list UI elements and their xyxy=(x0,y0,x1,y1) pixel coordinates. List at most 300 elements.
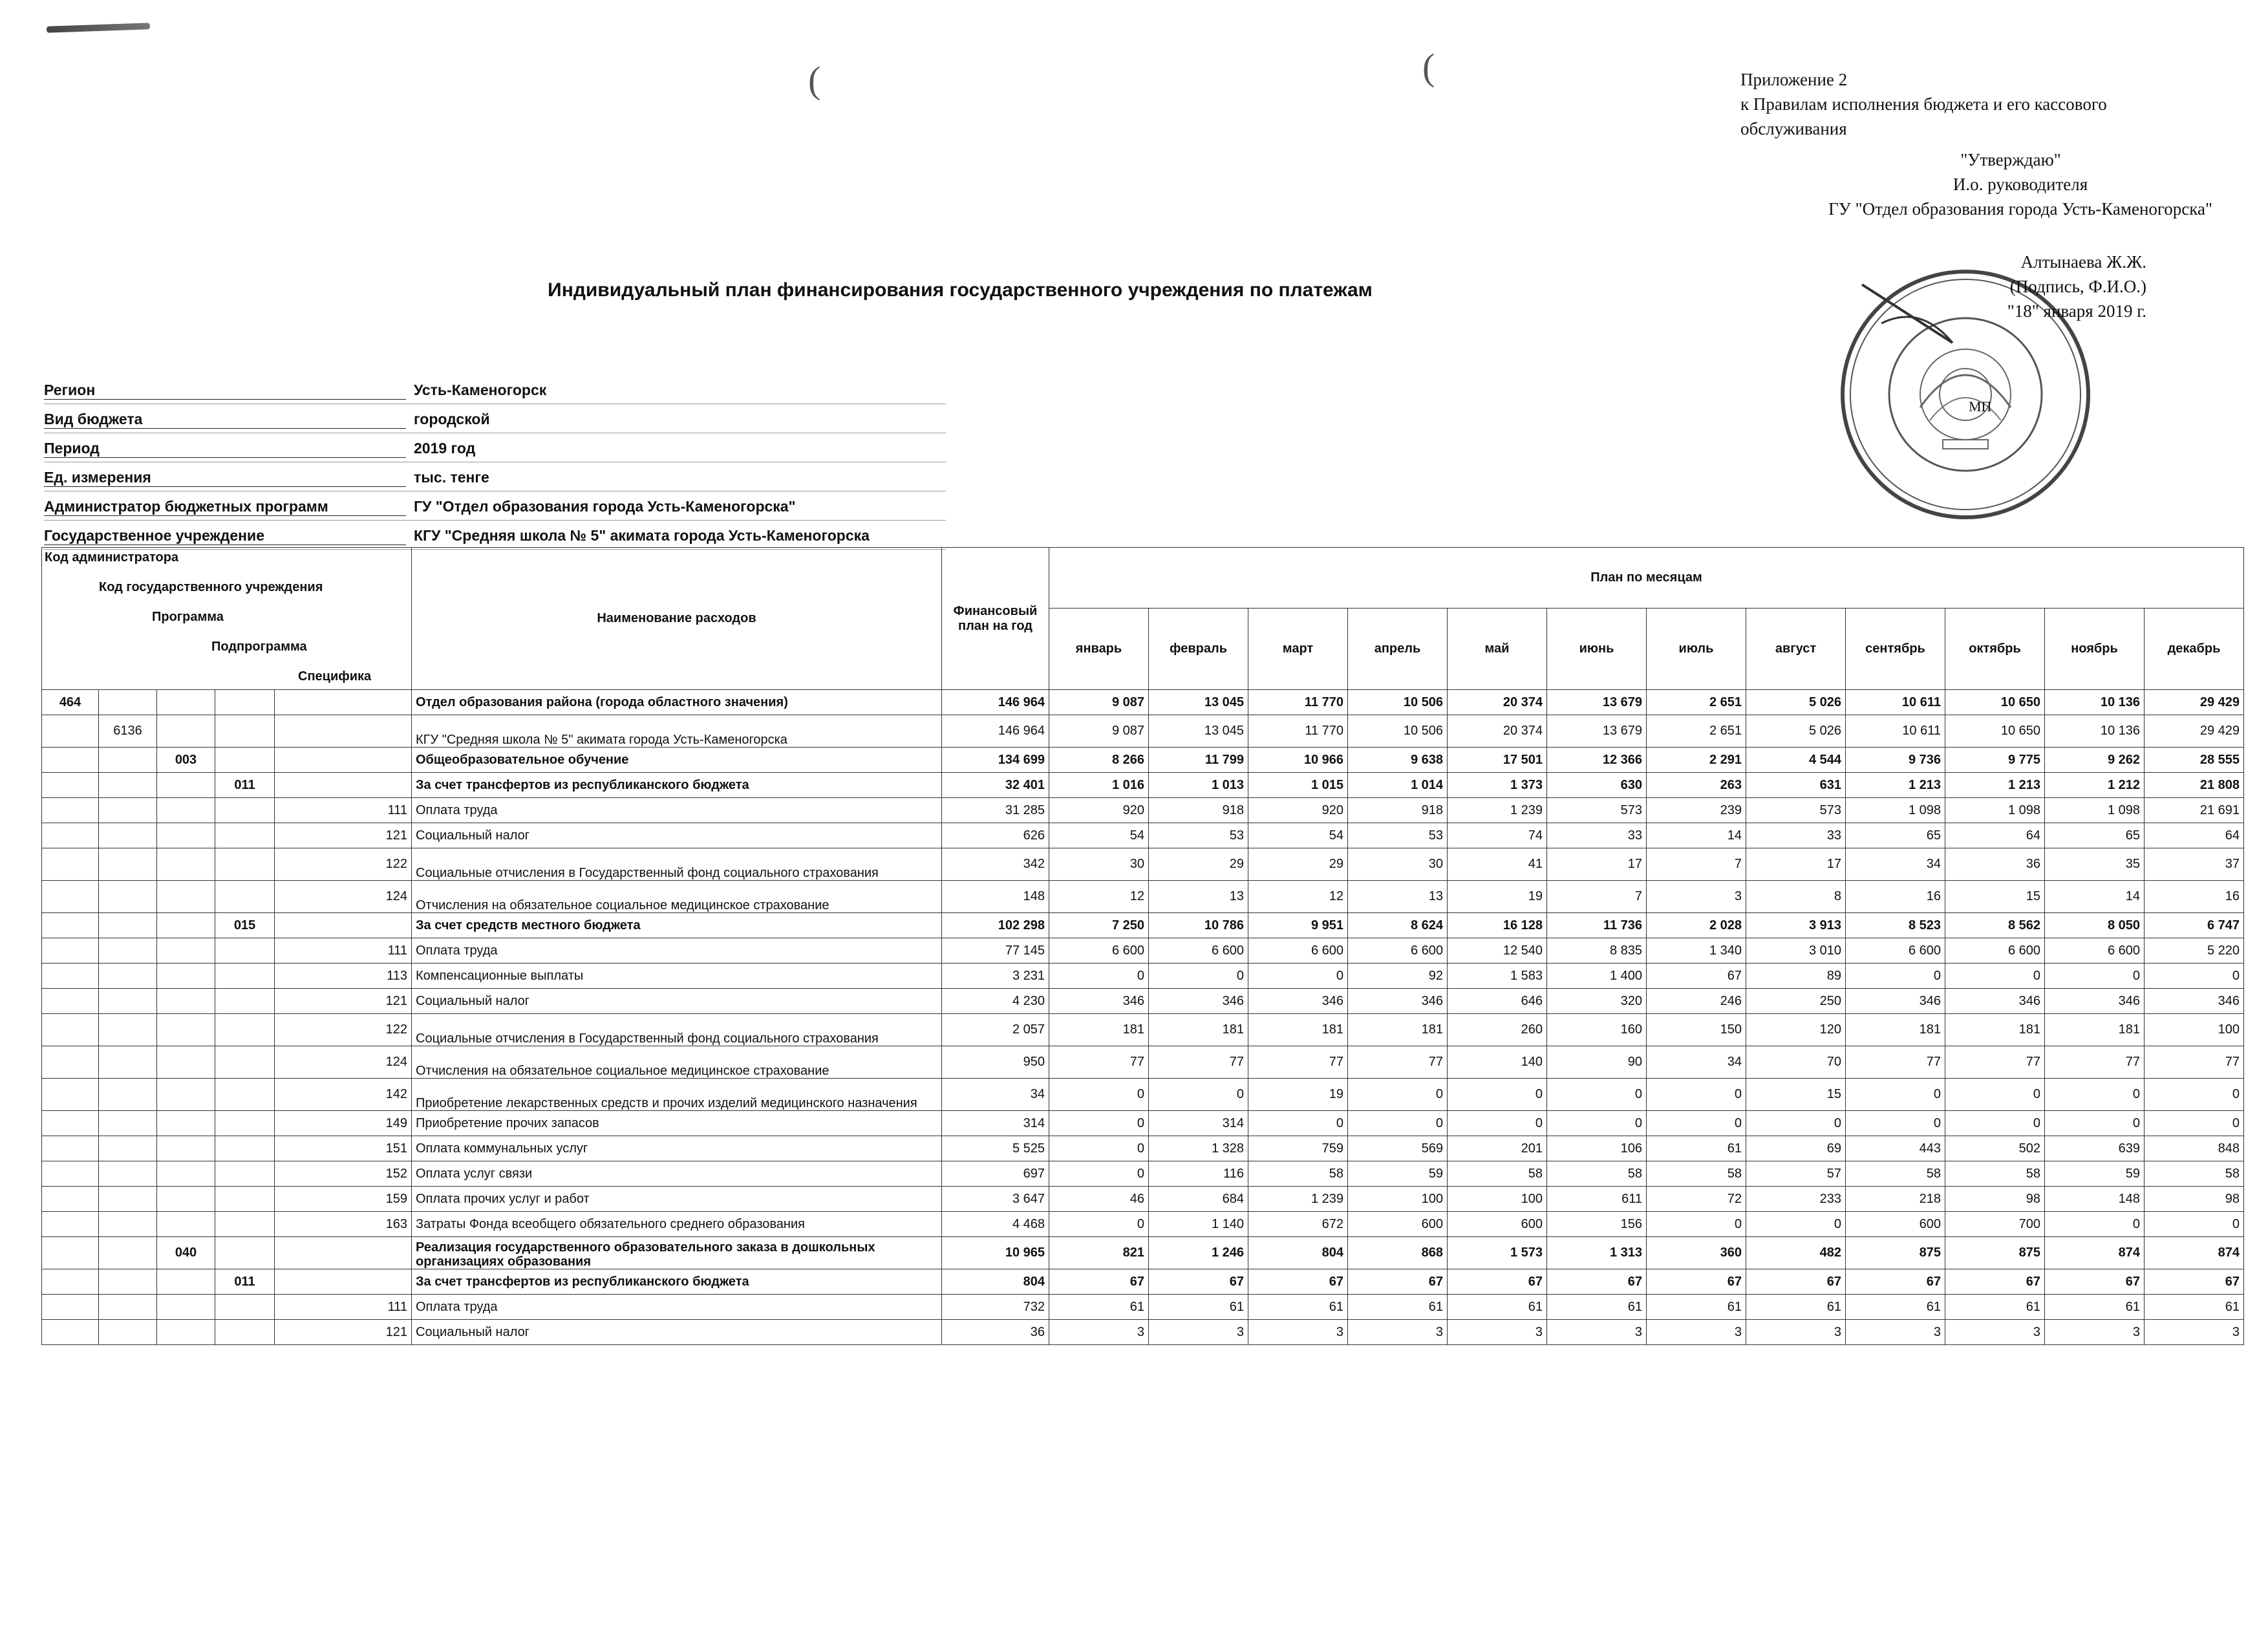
scan-artifact-mark xyxy=(47,23,150,33)
month-value-cell: 0 xyxy=(1448,1079,1547,1111)
month-value-cell: 611 xyxy=(1547,1187,1647,1212)
month-value-cell: 804 xyxy=(1248,1237,1348,1269)
month-value-cell: 34 xyxy=(1647,1046,1746,1079)
month-value-cell: 1 573 xyxy=(1448,1237,1547,1269)
month-value-cell: 346 xyxy=(1348,989,1448,1014)
month-value-cell: 260 xyxy=(1448,1014,1547,1046)
table-row xyxy=(42,1212,2244,1237)
subprogram-code-cell xyxy=(215,1237,275,1269)
specific-code-cell xyxy=(275,1237,412,1269)
appendix-note xyxy=(1740,67,2219,141)
month-header: апрель xyxy=(1348,609,1448,690)
month-value-cell: 77 xyxy=(1348,1046,1448,1079)
month-value-cell: 9 736 xyxy=(1846,748,1945,773)
specific-code-cell: 121 xyxy=(275,1320,412,1345)
subprogram-code-cell xyxy=(215,1014,275,1046)
month-value-cell: 54 xyxy=(1248,823,1348,848)
month-value-cell: 61 xyxy=(2045,1295,2145,1320)
institution-code-cell xyxy=(99,1187,157,1212)
month-header: март xyxy=(1248,609,1348,690)
month-value-cell: 58 xyxy=(1945,1161,2045,1187)
annual-plan-cell: 4 230 xyxy=(942,989,1049,1014)
meta-value: 2019 год xyxy=(414,440,476,457)
subprogram-code-cell: 011 xyxy=(215,773,275,798)
program-code-cell xyxy=(157,823,215,848)
month-value-cell: 16 128 xyxy=(1448,913,1547,938)
month-value-cell: 218 xyxy=(1846,1187,1945,1212)
month-value-cell: 482 xyxy=(1746,1237,1846,1269)
annual-plan-cell: 5 525 xyxy=(942,1136,1049,1161)
month-value-cell: 181 xyxy=(1945,1014,2045,1046)
month-value-cell: 6 600 xyxy=(1945,938,2045,964)
month-value-cell: 0 xyxy=(1248,964,1348,989)
month-value-cell: 3 xyxy=(1647,1320,1746,1345)
code-header-program: Программа xyxy=(152,610,224,624)
institution-code-cell xyxy=(99,881,157,913)
month-value-cell: 21 808 xyxy=(2145,773,2244,798)
table-row xyxy=(42,715,2244,748)
month-value-cell: 0 xyxy=(2045,964,2145,989)
month-value-cell: 10 650 xyxy=(1945,715,2045,748)
expense-name-cell: Социальные отчисления в Государственный фонд социального страхования xyxy=(412,848,942,881)
month-value-cell: 700 xyxy=(1945,1212,2045,1237)
month-value-cell: 15 xyxy=(1746,1079,1846,1111)
institution-code-cell xyxy=(99,1014,157,1046)
month-value-cell: 573 xyxy=(1746,798,1846,823)
month-value-cell: 19 xyxy=(1248,1079,1348,1111)
month-value-cell: 8 835 xyxy=(1547,938,1647,964)
expense-name-cell: Оплата услуг связи xyxy=(412,1161,942,1187)
institution-code-cell xyxy=(99,1269,157,1295)
expense-name-cell: Оплата труда xyxy=(412,798,942,823)
specific-code-cell: 152 xyxy=(275,1161,412,1187)
month-value-cell: 17 xyxy=(1746,848,1846,881)
meta-row xyxy=(44,491,946,521)
month-value-cell: 77 xyxy=(2145,1046,2244,1079)
program-code-cell xyxy=(157,1161,215,1187)
meta-label: Ед. измерения xyxy=(44,469,406,487)
month-value-cell: 8 523 xyxy=(1846,913,1945,938)
meta-label: Вид бюджета xyxy=(44,411,406,429)
month-value-cell: 90 xyxy=(1547,1046,1647,1079)
month-value-cell: 20 374 xyxy=(1448,715,1547,748)
specific-code-cell: 111 xyxy=(275,938,412,964)
institution-code-cell: 6136 xyxy=(99,715,157,748)
expense-name-cell: За счет средств местного бюджета xyxy=(412,913,942,938)
month-value-cell: 61 xyxy=(1746,1295,1846,1320)
month-value-cell: 29 429 xyxy=(2145,715,2244,748)
document-title: Индивидуальный план финансирования государственного учреждения по платежам xyxy=(548,279,1373,301)
month-value-cell: 920 xyxy=(1049,798,1149,823)
month-header: июль xyxy=(1647,609,1746,690)
appendix-line: обслуживания xyxy=(1740,119,1847,138)
month-value-cell: 1 340 xyxy=(1647,938,1746,964)
expense-name-cell: Отчисления на обязательное социальное медицинское страхование xyxy=(412,881,942,913)
month-value-cell: 3 xyxy=(1348,1320,1448,1345)
month-value-cell: 2 028 xyxy=(1647,913,1746,938)
month-value-cell: 7 xyxy=(1647,848,1746,881)
month-value-cell: 65 xyxy=(1846,823,1945,848)
month-value-cell: 6 600 xyxy=(1348,938,1448,964)
program-code-cell xyxy=(157,1046,215,1079)
annual-plan-cell: 32 401 xyxy=(942,773,1049,798)
annual-header: Финансовый план на год xyxy=(942,548,1049,690)
administrator-code-cell xyxy=(42,1187,99,1212)
month-value-cell: 2 291 xyxy=(1647,748,1746,773)
specific-code-cell: 121 xyxy=(275,989,412,1014)
month-value-cell: 106 xyxy=(1547,1136,1647,1161)
month-value-cell: 57 xyxy=(1746,1161,1846,1187)
month-value-cell: 181 xyxy=(1348,1014,1448,1046)
month-value-cell: 148 xyxy=(2045,1187,2145,1212)
month-value-cell: 3 xyxy=(1746,1320,1846,1345)
expense-name-cell: Приобретение прочих запасов xyxy=(412,1111,942,1136)
month-value-cell: 821 xyxy=(1049,1237,1149,1269)
institution-code-cell xyxy=(99,798,157,823)
month-value-cell: 17 xyxy=(1547,848,1647,881)
month-value-cell: 9 951 xyxy=(1248,913,1348,938)
month-value-cell: 443 xyxy=(1846,1136,1945,1161)
approve-word: "Утверждаю" xyxy=(1960,150,2061,169)
month-value-cell: 98 xyxy=(1945,1187,2045,1212)
month-value-cell: 3 xyxy=(1448,1320,1547,1345)
specific-code-cell: 149 xyxy=(275,1111,412,1136)
month-value-cell: 1 014 xyxy=(1348,773,1448,798)
month-value-cell: 233 xyxy=(1746,1187,1846,1212)
annual-plan-cell: 804 xyxy=(942,1269,1049,1295)
annual-plan-cell: 2 057 xyxy=(942,1014,1049,1046)
month-value-cell: 61 xyxy=(1647,1295,1746,1320)
month-value-cell: 672 xyxy=(1248,1212,1348,1237)
month-value-cell: 0 xyxy=(2145,1212,2244,1237)
meta-label: Регион xyxy=(44,382,406,400)
month-value-cell: 0 xyxy=(2045,1111,2145,1136)
month-value-cell: 77 xyxy=(2045,1046,2145,1079)
subprogram-code-cell xyxy=(215,1295,275,1320)
month-value-cell: 4 544 xyxy=(1746,748,1846,773)
month-value-cell: 1 400 xyxy=(1547,964,1647,989)
administrator-code-cell: 464 xyxy=(42,690,99,715)
expense-name-cell: Оплата труда xyxy=(412,938,942,964)
month-value-cell: 239 xyxy=(1647,798,1746,823)
subprogram-code-cell xyxy=(215,989,275,1014)
table-row xyxy=(42,1136,2244,1161)
specific-code-cell: 113 xyxy=(275,964,412,989)
program-code-cell xyxy=(157,1079,215,1111)
annual-plan-cell: 148 xyxy=(942,881,1049,913)
month-value-cell: 346 xyxy=(1248,989,1348,1014)
institution-code-cell xyxy=(99,823,157,848)
subprogram-code-cell xyxy=(215,1212,275,1237)
expense-name-cell: Компенсационные выплаты xyxy=(412,964,942,989)
month-value-cell: 1 213 xyxy=(1945,773,2045,798)
subprogram-code-cell xyxy=(215,1111,275,1136)
table-header-row xyxy=(42,548,2244,609)
month-value-cell: 64 xyxy=(2145,823,2244,848)
month-value-cell: 1 246 xyxy=(1149,1237,1248,1269)
month-value-cell: 33 xyxy=(1746,823,1846,848)
table-row xyxy=(42,1161,2244,1187)
annual-plan-cell: 102 298 xyxy=(942,913,1049,938)
administrator-code-cell xyxy=(42,1014,99,1046)
month-value-cell: 20 374 xyxy=(1448,690,1547,715)
month-value-cell: 77 xyxy=(1049,1046,1149,1079)
code-header-administrator: Код администратора xyxy=(45,550,179,565)
month-value-cell: 53 xyxy=(1149,823,1248,848)
month-value-cell: 6 747 xyxy=(2145,913,2244,938)
table-row xyxy=(42,1237,2244,1269)
program-code-cell xyxy=(157,989,215,1014)
month-value-cell: 13 045 xyxy=(1149,690,1248,715)
specific-code-cell: 151 xyxy=(275,1136,412,1161)
month-value-cell: 19 xyxy=(1448,881,1547,913)
table-row xyxy=(42,913,2244,938)
table-row xyxy=(42,748,2244,773)
month-value-cell: 0 xyxy=(2145,1111,2244,1136)
institution-code-cell xyxy=(99,1111,157,1136)
institution-code-cell xyxy=(99,1161,157,1187)
appendix-line: к Правилам исполнения бюджета и его кассового xyxy=(1740,94,2107,114)
month-value-cell: 3 010 xyxy=(1746,938,1846,964)
program-code-cell xyxy=(157,715,215,748)
month-value-cell: 3 xyxy=(1647,881,1746,913)
month-value-cell: 3 xyxy=(1248,1320,1348,1345)
month-header: август xyxy=(1746,609,1846,690)
month-value-cell: 1 212 xyxy=(2045,773,2145,798)
administrator-code-cell xyxy=(42,1046,99,1079)
specific-code-cell xyxy=(275,748,412,773)
month-value-cell: 631 xyxy=(1746,773,1846,798)
month-value-cell: 10 136 xyxy=(2045,715,2145,748)
month-value-cell: 0 xyxy=(1945,1111,2045,1136)
month-value-cell: 13 679 xyxy=(1547,715,1647,748)
month-value-cell: 600 xyxy=(1448,1212,1547,1237)
month-header: октябрь xyxy=(1945,609,2045,690)
month-value-cell: 29 xyxy=(1248,848,1348,881)
specific-code-cell xyxy=(275,715,412,748)
month-value-cell: 0 xyxy=(1846,964,1945,989)
month-value-cell: 502 xyxy=(1945,1136,2045,1161)
institution-code-cell xyxy=(99,1295,157,1320)
month-header: сентябрь xyxy=(1846,609,1945,690)
table-row xyxy=(42,823,2244,848)
meta-label: Администратор бюджетных программ xyxy=(44,498,406,516)
expense-name-cell: КГУ "Средняя школа № 5" акимата города Усть-Каменогорска xyxy=(412,715,942,748)
program-code-cell xyxy=(157,798,215,823)
code-header-specific: Специфика xyxy=(298,669,372,684)
approver-position: И.о. руководителя xyxy=(1952,175,2088,194)
month-value-cell: 11 736 xyxy=(1547,913,1647,938)
month-value-cell: 1 239 xyxy=(1248,1187,1348,1212)
month-value-cell: 600 xyxy=(1348,1212,1448,1237)
subprogram-code-cell xyxy=(215,881,275,913)
institution-code-cell xyxy=(99,1212,157,1237)
institution-code-cell xyxy=(99,989,157,1014)
month-value-cell: 11 770 xyxy=(1248,715,1348,748)
month-value-cell: 314 xyxy=(1149,1111,1248,1136)
month-value-cell: 0 xyxy=(1945,964,2045,989)
month-header: январь xyxy=(1049,609,1149,690)
month-value-cell: 181 xyxy=(1049,1014,1149,1046)
institution-code-cell xyxy=(99,1046,157,1079)
month-value-cell: 8 xyxy=(1746,881,1846,913)
month-value-cell: 360 xyxy=(1647,1237,1746,1269)
administrator-code-cell xyxy=(42,881,99,913)
month-value-cell: 0 xyxy=(1547,1079,1647,1111)
month-value-cell: 69 xyxy=(1746,1136,1846,1161)
specific-code-cell: 122 xyxy=(275,848,412,881)
month-value-cell: 64 xyxy=(1945,823,2045,848)
month-value-cell: 3 xyxy=(2045,1320,2145,1345)
month-value-cell: 58 xyxy=(1248,1161,1348,1187)
month-value-cell: 201 xyxy=(1448,1136,1547,1161)
expense-name-cell: За счет трансфертов из республиканского бюджета xyxy=(412,773,942,798)
expense-name-cell: Социальные отчисления в Государственный фонд социального страхования xyxy=(412,1014,942,1046)
table-row xyxy=(42,938,2244,964)
expense-name-cell: Социальный налог xyxy=(412,823,942,848)
month-value-cell: 569 xyxy=(1348,1136,1448,1161)
administrator-code-cell xyxy=(42,848,99,881)
specific-code-cell xyxy=(275,690,412,715)
subprogram-code-cell xyxy=(215,1136,275,1161)
month-value-cell: 918 xyxy=(1348,798,1448,823)
month-value-cell: 67 xyxy=(1746,1269,1846,1295)
month-value-cell: 1 140 xyxy=(1149,1212,1248,1237)
month-value-cell: 98 xyxy=(2145,1187,2244,1212)
month-value-cell: 1 098 xyxy=(2045,798,2145,823)
month-value-cell: 12 xyxy=(1248,881,1348,913)
month-value-cell: 3 xyxy=(2145,1320,2244,1345)
program-code-cell xyxy=(157,773,215,798)
month-value-cell: 0 xyxy=(1945,1079,2045,1111)
month-value-cell: 41 xyxy=(1448,848,1547,881)
month-value-cell: 1 098 xyxy=(1846,798,1945,823)
expense-name-cell: Отчисления на обязательное социальное медицинское страхование xyxy=(412,1046,942,1079)
month-value-cell: 346 xyxy=(1945,989,2045,1014)
month-value-cell: 13 045 xyxy=(1149,715,1248,748)
subprogram-code-cell xyxy=(215,1046,275,1079)
month-value-cell: 10 786 xyxy=(1149,913,1248,938)
name-header: Наименование расходов xyxy=(412,548,942,690)
month-value-cell: 92 xyxy=(1348,964,1448,989)
month-value-cell: 67 xyxy=(1448,1269,1547,1295)
institution-code-cell xyxy=(99,690,157,715)
meta-value: КГУ "Средняя школа № 5" акимата города Усть-Каменогорска xyxy=(414,527,870,544)
approval-block xyxy=(1746,147,2218,221)
month-value-cell: 61 xyxy=(2145,1295,2244,1320)
program-code-cell xyxy=(157,1187,215,1212)
month-value-cell: 630 xyxy=(1547,773,1647,798)
approval-date: "18" января 2019 г. xyxy=(2007,301,2146,321)
subprogram-code-cell xyxy=(215,798,275,823)
month-value-cell: 0 xyxy=(2045,1212,2145,1237)
month-value-cell: 61 xyxy=(1149,1295,1248,1320)
month-value-cell: 12 540 xyxy=(1448,938,1547,964)
month-value-cell: 61 xyxy=(1945,1295,2045,1320)
month-value-cell: 250 xyxy=(1746,989,1846,1014)
expense-name-cell: Приобретение лекарственных средств и прочих изделий медицинского назначения xyxy=(412,1079,942,1111)
administrator-code-cell xyxy=(42,1079,99,1111)
month-value-cell: 61 xyxy=(1547,1295,1647,1320)
meta-label: Период xyxy=(44,440,406,458)
specific-code-cell: 142 xyxy=(275,1079,412,1111)
subprogram-code-cell xyxy=(215,823,275,848)
month-value-cell: 0 xyxy=(1049,1079,1149,1111)
administrator-code-cell xyxy=(42,1161,99,1187)
specific-code-cell: 124 xyxy=(275,1046,412,1079)
month-value-cell: 3 xyxy=(1945,1320,2045,1345)
month-value-cell: 67 xyxy=(2145,1269,2244,1295)
month-value-cell: 33 xyxy=(1547,823,1647,848)
month-value-cell: 181 xyxy=(1846,1014,1945,1046)
month-value-cell: 320 xyxy=(1547,989,1647,1014)
month-header: февраль xyxy=(1149,609,1248,690)
month-value-cell: 74 xyxy=(1448,823,1547,848)
month-value-cell: 346 xyxy=(2045,989,2145,1014)
month-value-cell: 1 098 xyxy=(1945,798,2045,823)
month-value-cell: 5 220 xyxy=(2145,938,2244,964)
month-header: май xyxy=(1448,609,1547,690)
month-value-cell: 10 611 xyxy=(1846,690,1945,715)
program-code-cell xyxy=(157,1014,215,1046)
specific-code-cell xyxy=(275,913,412,938)
month-value-cell: 848 xyxy=(2145,1136,2244,1161)
month-value-cell: 2 651 xyxy=(1647,690,1746,715)
month-value-cell: 13 679 xyxy=(1547,690,1647,715)
month-value-cell: 3 xyxy=(1547,1320,1647,1345)
subprogram-code-cell: 015 xyxy=(215,913,275,938)
month-value-cell: 0 xyxy=(1746,1111,1846,1136)
month-value-cell: 53 xyxy=(1348,823,1448,848)
document-meta xyxy=(44,375,949,550)
month-value-cell: 3 xyxy=(1049,1320,1149,1345)
annual-plan-cell: 10 965 xyxy=(942,1237,1049,1269)
month-value-cell: 0 xyxy=(1149,1079,1248,1111)
month-value-cell: 181 xyxy=(1149,1014,1248,1046)
month-value-cell: 61 xyxy=(1448,1295,1547,1320)
month-value-cell: 77 xyxy=(1149,1046,1248,1079)
month-header: декабрь xyxy=(2145,609,2244,690)
code-headers-cell xyxy=(42,548,412,690)
annual-plan-cell: 342 xyxy=(942,848,1049,881)
month-value-cell: 59 xyxy=(2045,1161,2145,1187)
month-value-cell: 0 xyxy=(1049,1136,1149,1161)
institution-code-cell xyxy=(99,938,157,964)
specific-code-cell: 159 xyxy=(275,1187,412,1212)
table-row xyxy=(42,690,2244,715)
administrator-code-cell xyxy=(42,823,99,848)
expense-name-cell: Социальный налог xyxy=(412,1320,942,1345)
meta-value: ГУ "Отдел образования города Усть-Каменогорска" xyxy=(414,498,796,515)
meta-value: Усть-Каменогорск xyxy=(414,382,547,398)
month-value-cell: 1 015 xyxy=(1248,773,1348,798)
expense-name-cell: Оплата коммунальных услуг xyxy=(412,1136,942,1161)
stamp-place-mark: МП xyxy=(1969,398,1992,415)
expense-name-cell: Общеобразовательное обучение xyxy=(412,748,942,773)
month-value-cell: 67 xyxy=(1547,1269,1647,1295)
institution-code-cell xyxy=(99,964,157,989)
program-code-cell xyxy=(157,938,215,964)
specific-code-cell: 121 xyxy=(275,823,412,848)
subprogram-code-cell xyxy=(215,715,275,748)
month-value-cell: 9 775 xyxy=(1945,748,2045,773)
month-value-cell: 100 xyxy=(1348,1187,1448,1212)
month-value-cell: 8 624 xyxy=(1348,913,1448,938)
specific-code-cell: 111 xyxy=(275,798,412,823)
appendix-line: Приложение 2 xyxy=(1740,70,1848,89)
month-value-cell: 67 xyxy=(1149,1269,1248,1295)
month-value-cell: 67 xyxy=(1647,964,1746,989)
